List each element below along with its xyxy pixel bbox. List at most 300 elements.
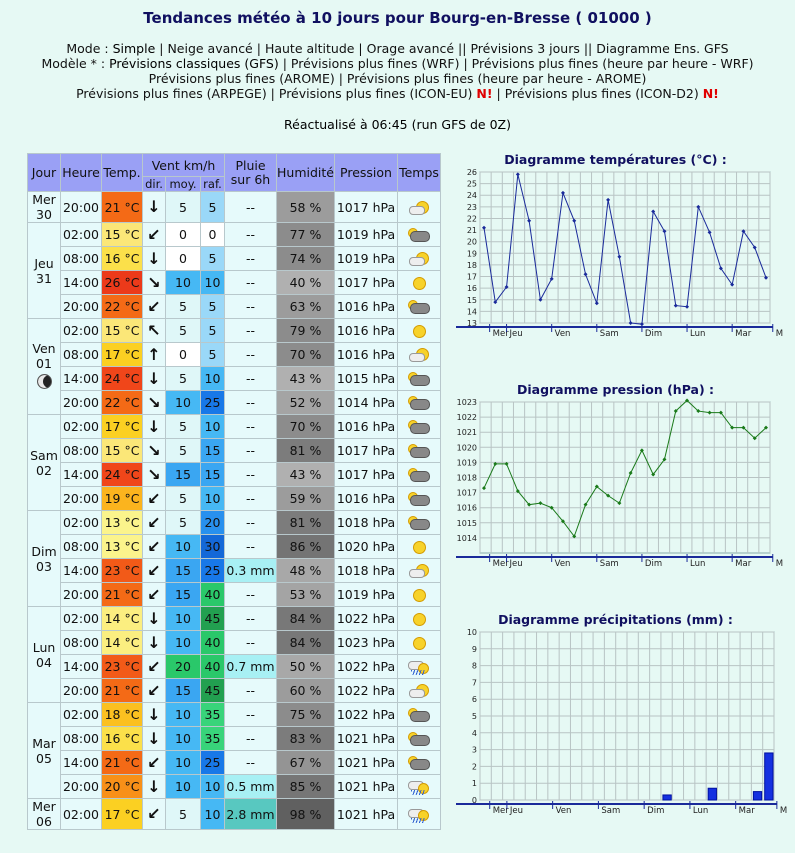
- hour-cell: 20:00: [61, 583, 102, 607]
- temperature-y-tick-label: 25: [466, 179, 477, 189]
- wind-avg-cell: 10: [166, 535, 201, 559]
- wind-direction-cell: [143, 391, 166, 415]
- weather-icon: [408, 756, 430, 770]
- hour-cell: 14:00: [61, 559, 102, 583]
- day-number: 01: [36, 356, 52, 371]
- wind-gust-cell: 45: [201, 679, 225, 703]
- weather-cell: [398, 192, 441, 223]
- table-row: [28, 727, 441, 751]
- humidity-cell: 50 %: [277, 655, 335, 679]
- wind-avg-cell: 5: [166, 439, 201, 463]
- weather-cell: [398, 727, 441, 751]
- weather-cell: [398, 655, 441, 679]
- model-icon-eu-link[interactable]: Prévisions plus fines (ICON-EU): [278, 86, 473, 101]
- wind-arrow-icon: ↘: [147, 392, 161, 412]
- wind-gust-cell: 20: [201, 511, 225, 535]
- temperature-y-tick-label: 15: [466, 295, 477, 305]
- pressure-chart: [448, 380, 795, 590]
- wind-arrow-icon: ↘: [147, 464, 161, 484]
- rain-cell: --: [225, 727, 277, 751]
- hour-cell: 02:00: [61, 607, 102, 631]
- weather-cell: [398, 439, 441, 463]
- rain-cell: 0.3 mm: [225, 559, 277, 583]
- temperature-cell: 22 °C: [102, 295, 143, 319]
- wind-direction-cell: [143, 799, 166, 830]
- wind-avg-cell: 0: [166, 343, 201, 367]
- day-number: 02: [36, 462, 52, 478]
- weather-icon: [408, 732, 430, 746]
- table-row: [28, 343, 441, 367]
- weather-cell: [398, 271, 441, 295]
- precipitation-bar: [753, 792, 761, 800]
- wind-arrow-icon: ↙: [147, 512, 161, 532]
- wind-avg-cell: 10: [166, 271, 201, 295]
- rain-cell: 2.8 mm: [225, 799, 277, 830]
- rain-cell: 0.7 mm: [225, 655, 277, 679]
- wind-direction-cell: [143, 751, 166, 775]
- rain-cell: --: [225, 679, 277, 703]
- wind-avg-cell: 5: [166, 192, 201, 223]
- table-row: [28, 391, 441, 415]
- humidity-cell: 58 %: [277, 192, 335, 223]
- pressure-cell: 1016 hPa: [335, 319, 398, 343]
- weather-icon: [408, 324, 430, 338]
- wind-gust-cell: 5: [201, 343, 225, 367]
- pressure-y-tick-label: 1015: [456, 518, 477, 528]
- wind-gust-cell: 40: [201, 655, 225, 679]
- model-wrf-hourly-link[interactable]: Prévisions plus fines (heure par heure - WRF): [471, 56, 754, 71]
- pressure-y-tick-label: 1022: [456, 413, 477, 423]
- rain-cell: --: [225, 343, 277, 367]
- wind-direction-cell: [143, 319, 166, 343]
- wind-arrow-icon: ↖: [147, 320, 161, 340]
- model-arpege-link[interactable]: Prévisions plus fines (ARPEGE): [76, 86, 267, 101]
- wind-avg-cell: 15: [166, 463, 201, 487]
- hour-cell: 20:00: [61, 295, 102, 319]
- temperature-y-tick-label: 20: [466, 237, 477, 247]
- pressure-cell: 1015 hPa: [335, 367, 398, 391]
- model-gfs-link[interactable]: Prévisions classiques (GFS): [109, 56, 279, 71]
- pressure-cell: 1021 hPa: [335, 799, 398, 830]
- mode-simple-link[interactable]: Simple: [112, 41, 156, 56]
- hour-cell: 14:00: [61, 463, 102, 487]
- day-name: Dim: [31, 543, 57, 559]
- table-row: [28, 703, 441, 727]
- temperature-cell: 17 °C: [102, 343, 143, 367]
- humidity-cell: 40 %: [277, 271, 335, 295]
- wind-avg-cell: 10: [166, 391, 201, 415]
- humidity-cell: 43 %: [277, 367, 335, 391]
- wind-direction-cell: [143, 295, 166, 319]
- humidity-cell: 60 %: [277, 679, 335, 703]
- hour-cell: 02:00: [61, 415, 102, 439]
- pressure-cell: 1018 hPa: [335, 559, 398, 583]
- temperature-cell: 13 °C: [102, 535, 143, 559]
- wind-gust-cell: 25: [201, 391, 225, 415]
- weather-cell: [398, 247, 441, 271]
- weather-cell: [398, 463, 441, 487]
- temperature-y-tick-label: 24: [466, 191, 477, 201]
- wind-avg-cell: 10: [166, 727, 201, 751]
- weather-icon: [408, 420, 430, 434]
- mode-diagramme-link[interactable]: Diagramme Ens. GFS: [596, 41, 729, 56]
- weather-icon: [408, 372, 430, 386]
- pressure-cell: 1021 hPa: [335, 727, 398, 751]
- pressure-chart-svg: [448, 398, 783, 598]
- wind-direction-cell: [143, 559, 166, 583]
- temperature-day-label: Sam: [599, 329, 619, 339]
- hour-cell: 08:00: [61, 631, 102, 655]
- temperature-chart-svg: [448, 168, 783, 368]
- weather-cell: [398, 799, 441, 830]
- temperature-day-label: Mer: [492, 329, 509, 339]
- wind-arrow-icon: ↓: [147, 776, 161, 796]
- humidity-cell: 83 %: [277, 727, 335, 751]
- humidity-cell: 63 %: [277, 295, 335, 319]
- day-number: 04: [36, 654, 52, 670]
- temperature-cell: 21 °C: [102, 679, 143, 703]
- temperature-cell: 24 °C: [102, 367, 143, 391]
- weather-icon: [408, 444, 430, 458]
- pressure-day-label: Sam: [599, 559, 619, 569]
- mode-neige-link[interactable]: Neige avancé: [167, 41, 253, 56]
- wind-avg-cell: 5: [166, 295, 201, 319]
- wind-avg-cell: 15: [166, 679, 201, 703]
- table-row: [28, 511, 441, 535]
- day-cell: [28, 415, 61, 511]
- table-row: [28, 192, 441, 223]
- mode-label: Mode :: [66, 41, 113, 56]
- precipitation-day-label: Mer: [492, 806, 509, 816]
- table-row: [28, 679, 441, 703]
- wind-gust-cell: 25: [201, 559, 225, 583]
- day-number: 06: [36, 814, 52, 829]
- header-humidity: Humidité: [277, 154, 335, 192]
- day-cell: [28, 799, 61, 830]
- humidity-cell: 84 %: [277, 607, 335, 631]
- table-row: [28, 415, 441, 439]
- mode-orage-link[interactable]: Orage avancé: [366, 41, 455, 56]
- precipitation-y-tick-label: 5: [471, 712, 477, 721]
- wind-gust-cell: 5: [201, 192, 225, 223]
- temperature-day-label: Jeu: [509, 329, 523, 339]
- temperature-cell: 26 °C: [102, 271, 143, 295]
- wind-gust-cell: 10: [201, 487, 225, 511]
- pressure-day-label: Dim: [644, 559, 663, 569]
- precipitation-y-tick-label: 9: [471, 644, 477, 654]
- precipitation-y-tick-label: 0: [471, 796, 477, 805]
- wind-arrow-icon: ↙: [147, 804, 161, 823]
- weather-cell: [398, 295, 441, 319]
- wind-direction-cell: [143, 192, 166, 223]
- day-name: Ven: [32, 341, 56, 356]
- temperature-day-label: Dim: [644, 329, 663, 339]
- temperature-cell: 17 °C: [102, 415, 143, 439]
- wind-direction-cell: [143, 511, 166, 535]
- weather-icon: [408, 636, 430, 650]
- temperature-cell: 21 °C: [102, 192, 143, 223]
- weather-cell: [398, 631, 441, 655]
- humidity-cell: 59 %: [277, 487, 335, 511]
- temperature-y-tick-label: 22: [466, 214, 477, 224]
- pressure-y-tick-label: 1021: [456, 428, 477, 438]
- pressure-cell: 1016 hPa: [335, 415, 398, 439]
- pressure-y-tick-label: 1016: [456, 503, 477, 513]
- wind-direction-cell: [143, 439, 166, 463]
- pressure-day-label: Mer: [492, 559, 509, 569]
- day-cell: [28, 703, 61, 799]
- table-row: [28, 799, 441, 830]
- weather-icon: [408, 808, 430, 822]
- humidity-cell: 75 %: [277, 703, 335, 727]
- wind-arrow-icon: ↓: [147, 416, 161, 436]
- wind-gust-cell: 40: [201, 631, 225, 655]
- humidity-cell: 74 %: [277, 247, 335, 271]
- model-icon-d2-link[interactable]: Prévisions plus fines (ICON-D2): [504, 86, 699, 101]
- wind-avg-cell: 5: [166, 511, 201, 535]
- hour-cell: 08:00: [61, 535, 102, 559]
- pressure-cell: 1022 hPa: [335, 679, 398, 703]
- precipitation-y-tick-label: 7: [471, 678, 477, 688]
- precipitation-day-label: Jeu: [509, 806, 524, 816]
- temperature-cell: 22 °C: [102, 391, 143, 415]
- wind-avg-cell: 5: [166, 367, 201, 391]
- rain-cell: --: [225, 192, 277, 223]
- wind-direction-cell: [143, 367, 166, 391]
- rain-cell: --: [225, 607, 277, 631]
- table-row: [28, 223, 441, 247]
- model-arome-link[interactable]: Prévisions plus fines (AROME): [148, 71, 335, 86]
- header-wind-avg: moy.: [166, 177, 201, 192]
- pressure-cell: 1021 hPa: [335, 751, 398, 775]
- wind-direction-cell: [143, 343, 166, 367]
- wind-direction-cell: [143, 583, 166, 607]
- pressure-cell: 1019 hPa: [335, 223, 398, 247]
- rain-cell: --: [225, 703, 277, 727]
- temperature-y-tick-label: 18: [466, 260, 477, 270]
- precipitation-y-tick-label: 4: [471, 728, 477, 738]
- pressure-cell: 1023 hPa: [335, 631, 398, 655]
- table-row: [28, 439, 441, 463]
- wind-direction-cell: [143, 247, 166, 271]
- weather-cell: [398, 487, 441, 511]
- day-number: 05: [36, 750, 52, 766]
- weather-icon: [408, 660, 430, 674]
- wind-avg-cell: 10: [166, 775, 201, 799]
- wind-direction-cell: [143, 535, 166, 559]
- wind-avg-cell: 10: [166, 703, 201, 727]
- rain-cell: --: [225, 223, 277, 247]
- wind-arrow-icon: ↙: [147, 488, 161, 508]
- wind-arrow-icon: ↑: [147, 344, 161, 364]
- temperature-cell: 19 °C: [102, 487, 143, 511]
- weather-cell: [398, 775, 441, 799]
- pressure-cell: 1016 hPa: [335, 343, 398, 367]
- rain-cell: --: [225, 367, 277, 391]
- table-row: [28, 247, 441, 271]
- forecast-table: [27, 153, 441, 830]
- rain-cell: --: [225, 391, 277, 415]
- day-name: Mer: [32, 799, 56, 814]
- new-badge: N!: [702, 86, 719, 101]
- wind-avg-cell: 5: [166, 415, 201, 439]
- temperature-cell: 16 °C: [102, 727, 143, 751]
- wind-arrow-icon: ↓: [147, 248, 161, 268]
- temperature-day-label: M: [775, 329, 783, 339]
- wind-arrow-icon: ↙: [147, 752, 161, 772]
- wind-arrow-icon: ↓: [147, 728, 161, 748]
- precipitation-chart: [448, 610, 795, 840]
- wind-arrow-icon: ↙: [147, 224, 161, 244]
- table-row: [28, 487, 441, 511]
- rain-cell: --: [225, 511, 277, 535]
- pressure-y-tick-label: 1020: [456, 443, 477, 453]
- temperature-y-tick-label: 21: [466, 226, 477, 236]
- precipitation-chart-title: Diagramme précipitations (mm) :: [498, 612, 733, 627]
- wind-direction-cell: [143, 727, 166, 751]
- rain-cell: --: [225, 583, 277, 607]
- temperature-chart: [448, 150, 795, 360]
- moon-phase-icon: [37, 374, 52, 389]
- temperature-cell: 18 °C: [102, 703, 143, 727]
- table-row: [28, 295, 441, 319]
- new-badge: N!: [476, 86, 493, 101]
- pressure-cell: 1017 hPa: [335, 192, 398, 223]
- model-arome-hourly-link[interactable]: Prévisions plus fines (heure par heure - AROME): [346, 71, 647, 86]
- forecast-body: [28, 192, 441, 830]
- day-name: Jeu: [34, 255, 54, 271]
- table-row: [28, 751, 441, 775]
- weather-icon: [408, 540, 430, 554]
- pressure-y-tick-label: 1018: [456, 473, 477, 483]
- humidity-cell: 48 %: [277, 559, 335, 583]
- pressure-cell: 1017 hPa: [335, 463, 398, 487]
- wind-arrow-icon: ↙: [147, 296, 161, 316]
- weather-cell: [398, 679, 441, 703]
- table-row: [28, 463, 441, 487]
- pressure-cell: 1019 hPa: [335, 583, 398, 607]
- precipitation-chart-svg: [448, 628, 795, 838]
- rain-cell: --: [225, 295, 277, 319]
- table-row: [28, 775, 441, 799]
- mode-altitude-link[interactable]: Haute altitude: [264, 41, 355, 56]
- day-cell: [28, 319, 61, 415]
- wind-arrow-icon: ↘: [147, 440, 161, 460]
- mode-nav: Mode : Simple | Neige avancé | Haute altitude | Orage avancé || Prévisions 3 jours || Diagramme Ens. GFS: [66, 41, 729, 56]
- weather-icon: [408, 228, 430, 242]
- weather-icon: [408, 468, 430, 482]
- temperature-cell: 14 °C: [102, 631, 143, 655]
- wind-avg-cell: 5: [166, 487, 201, 511]
- temperature-cell: 23 °C: [102, 655, 143, 679]
- weather-icon: [408, 516, 430, 530]
- temperature-y-tick-label: 19: [466, 249, 477, 259]
- rain-cell: --: [225, 271, 277, 295]
- rain-cell: --: [225, 319, 277, 343]
- hour-cell: 02:00: [61, 703, 102, 727]
- rain-cell: --: [225, 415, 277, 439]
- temperature-cell: 21 °C: [102, 583, 143, 607]
- temperature-cell: 17 °C: [102, 799, 143, 830]
- temperature-cell: 20 °C: [102, 775, 143, 799]
- wind-arrow-icon: ↙: [147, 560, 161, 580]
- pressure-cell: 1019 hPa: [335, 247, 398, 271]
- header-wind: Vent km/h: [143, 154, 225, 177]
- weather-cell: [398, 367, 441, 391]
- wind-gust-cell: 40: [201, 583, 225, 607]
- wind-direction-cell: [143, 631, 166, 655]
- table-row: [28, 607, 441, 631]
- humidity-cell: 53 %: [277, 583, 335, 607]
- wind-avg-cell: 10: [166, 751, 201, 775]
- pressure-cell: 1021 hPa: [335, 775, 398, 799]
- model-wrf-link[interactable]: Prévisions plus fines (WRF): [290, 56, 460, 71]
- weather-icon: [408, 684, 430, 698]
- hour-cell: 02:00: [61, 511, 102, 535]
- rain-cell: --: [225, 487, 277, 511]
- pressure-day-label: Ven: [554, 559, 571, 569]
- table-row: [28, 367, 441, 391]
- weather-icon: [408, 348, 430, 362]
- wind-gust-cell: 5: [201, 247, 225, 271]
- weather-cell: [398, 223, 441, 247]
- mode-3jours-link[interactable]: Prévisions 3 jours: [470, 41, 580, 56]
- temperature-cell: 15 °C: [102, 439, 143, 463]
- model-label: Modèle * :: [41, 56, 110, 71]
- wind-direction-cell: [143, 271, 166, 295]
- wind-avg-cell: 10: [166, 607, 201, 631]
- weather-cell: [398, 343, 441, 367]
- day-cell: [28, 607, 61, 703]
- wind-avg-cell: 5: [166, 799, 201, 830]
- table-row: [28, 655, 441, 679]
- hour-cell: 14:00: [61, 751, 102, 775]
- temperature-cell: 13 °C: [102, 511, 143, 535]
- wind-avg-cell: 0: [166, 223, 201, 247]
- day-number: 31: [36, 270, 52, 286]
- pressure-chart-title: Diagramme pression (hPa) :: [516, 382, 715, 397]
- pressure-cell: 1020 hPa: [335, 535, 398, 559]
- wind-direction-cell: [143, 415, 166, 439]
- wind-gust-cell: 0: [201, 223, 225, 247]
- wind-gust-cell: 5: [201, 319, 225, 343]
- temperature-cell: 16 °C: [102, 247, 143, 271]
- temperature-y-tick-label: 16: [466, 284, 477, 294]
- weather-icon: [408, 300, 430, 314]
- day-cell: [28, 223, 61, 319]
- pressure-day-label: Mar: [735, 559, 752, 569]
- day-name: Sam: [30, 447, 58, 463]
- precipitation-y-tick-label: 1: [471, 779, 477, 789]
- wind-arrow-icon: ↓: [147, 368, 161, 388]
- wind-avg-cell: 15: [166, 559, 201, 583]
- precipitation-y-tick-label: 3: [471, 745, 477, 755]
- wind-avg-cell: 5: [166, 319, 201, 343]
- weather-icon: [408, 276, 430, 290]
- rain-cell: --: [225, 247, 277, 271]
- precipitation-day-label: Sam: [601, 806, 621, 816]
- wind-arrow-icon: ↙: [147, 536, 161, 556]
- temperature-cell: 14 °C: [102, 607, 143, 631]
- pressure-y-tick-label: 1017: [456, 488, 477, 498]
- table-row: [28, 631, 441, 655]
- weather-icon: [408, 492, 430, 506]
- day-cell: [28, 511, 61, 607]
- weather-icon: [408, 201, 430, 215]
- temperature-day-label: Lun: [690, 329, 706, 339]
- pressure-cell: 1022 hPa: [335, 655, 398, 679]
- humidity-cell: 52 %: [277, 391, 335, 415]
